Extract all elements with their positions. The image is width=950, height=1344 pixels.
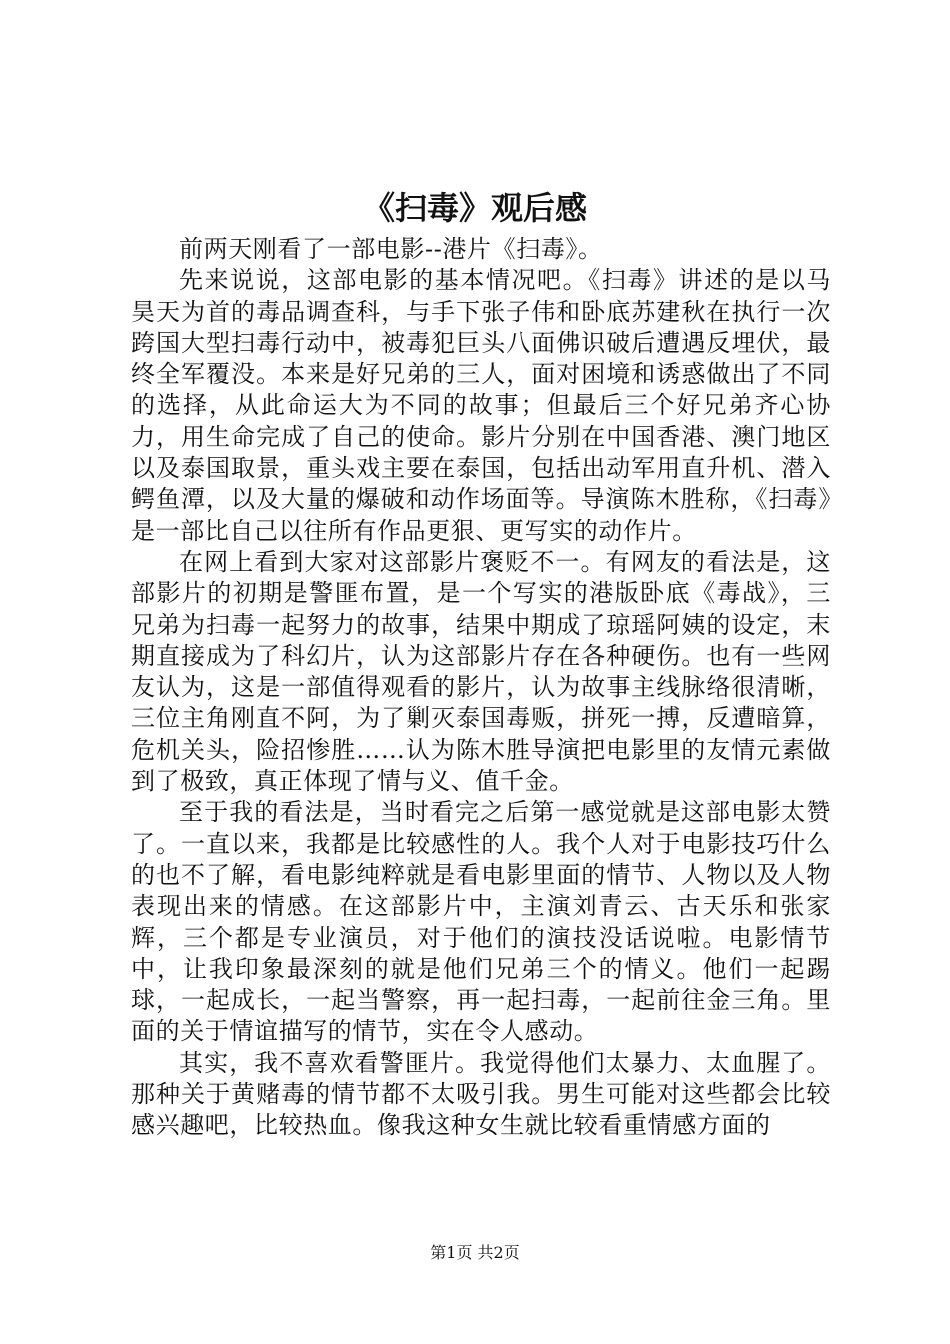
paragraph: 至于我的看法是，当时看完之后第一感觉就是这部电影太赞了。一直以来，我都是比较感性的人。我个人对于电影技巧什么的也不了解，看电影纯粹就是看电影里面的情节、人物以及人物表现出来的情感。在这部影片中，主演刘青云、古天乐和张家辉，三个都是专业演员，对于他们的演技没话说啦。电影情节中，让我印象最深刻的就是他们兄弟三个的情义。他们一起踢球，一起成长，一起当警察，再一起扫毒，一起前往金三角。里面的关于情谊描写的情节，实在令人感动。: [131, 798, 831, 1046]
paragraph: 前两天刚看了一部电影--港片《扫毒》。: [179, 235, 603, 263]
document-body: [131, 234, 831, 1142]
paragraph: 在网上看到大家对这部影片褒贬不一。有网友的看法是，这部影片的初期是警匪布置，是一个写实的港版卧底《毒战》，三兄弟为扫毒一起努力的故事，结果中期成了琼瑶阿姨的设定，末期直接成为了科幻片，认为这部影片存在各种硬伤。也有一些网友认为，这是一部值得观看的影片，认为故事主线脉络很清晰，三位主角刚直不阿，为了剿灭泰国毒贩，拼死一搏，反遭暗算，危机关头，险招惨胜……认为陈木胜导演把电影里的友情元素做到了极致，真正体现了情与义、值千金。: [131, 547, 831, 796]
document-title: 《扫毒》观后感: [362, 189, 587, 227]
paragraph: 其实，我不喜欢看警匪片。我觉得他们太暴力、太血腥了。那种关于黄赌毒的情节都不太吸引我。男生可能对这些都会比较感兴趣吧，比较热血。像我这种女生就比较看重情感方面的: [131, 1048, 831, 1140]
paragraph: 先来说说，这部电影的基本情况吧。《扫毒》讲述的是以马昊天为首的毒品调查科，与手下张子伟和卧底苏建秋在执行一次跨国大型扫毒行动中，被毒犯巨头八面佛识破后遭遇反埋伏，最终全军覆没。本来是好兄弟的三人，面对困境和诱惑做出了不同的选择，从此命运大为不同的故事；但最后三个好兄弟齐心协力，用生命完成了自己的使命。影片分别在中国香港、澳门地区以及泰国取景，重头戏主要在泰国，包括出动军用直升机、潜入鳄鱼潭，以及大量的爆破和动作场面等。导演陈木胜称，《扫毒》是一部比自己以往所有作品更狠、更写实的动作片。: [131, 266, 831, 545]
page-footer: 第1页 共2页: [430, 1243, 520, 1262]
